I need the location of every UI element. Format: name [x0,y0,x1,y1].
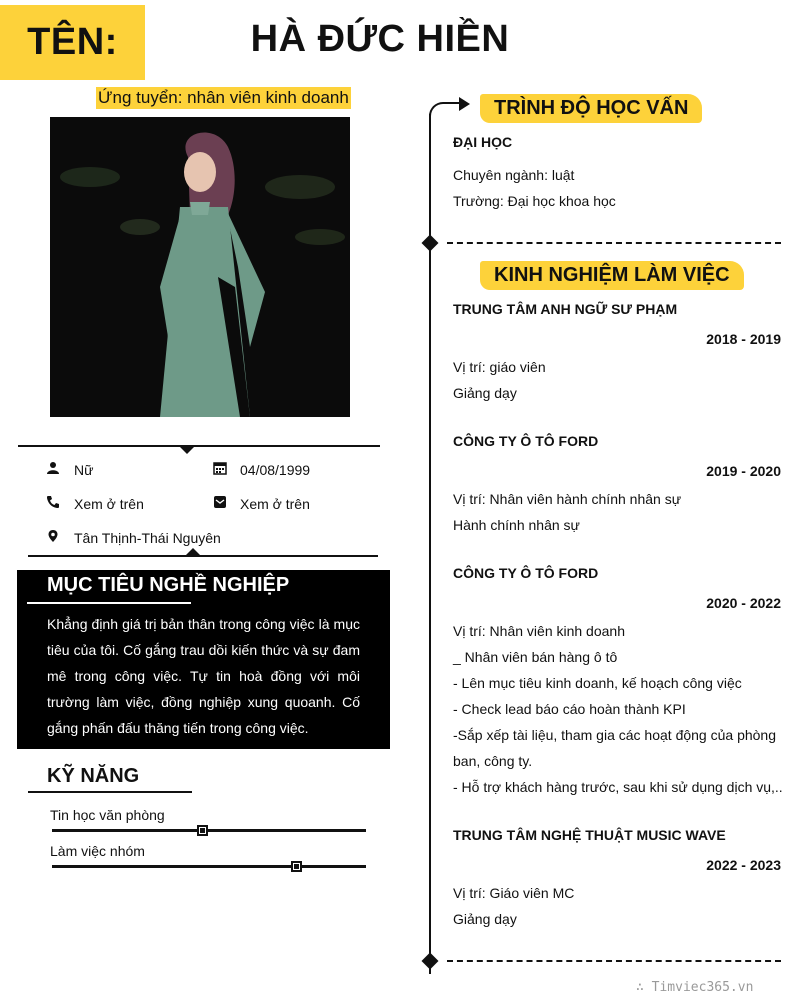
objective-underline [27,602,191,604]
timeline-diamond-icon [422,953,439,970]
job-detail: Hành chính nhân sự [453,517,580,533]
profile-photo [50,117,350,417]
job-detail: - Hỗ trợ khách hàng trước, sau khi sử dụng dịch vụ,.. [453,779,783,795]
job-role: Vị trí: Giáo viên MC [453,885,575,901]
portrait-image [50,117,350,417]
skill-label: Tin học văn phòng [50,807,165,823]
skill-slider-handle[interactable] [291,861,302,872]
job-years: 2018 - 2019 [706,331,781,347]
email-icon [213,495,227,509]
email: Xem ở trên [240,496,310,512]
job-years: 2020 - 2022 [706,595,781,611]
skill-track [52,865,366,868]
job-detail: _ Nhân viên bán hàng ô tô [453,649,618,665]
education-degree: ĐẠI HỌC [453,134,513,150]
skill-slider-handle[interactable] [197,825,208,836]
education-major: Chuyên ngành: luật [453,167,575,183]
map-marker-icon [46,529,60,543]
job-detail: Giảng dạy [453,911,517,927]
info-top-marker [179,446,195,454]
section-divider [447,242,781,244]
skills-title: KỸ NĂNG [47,765,140,787]
job-detail: -Sắp xếp tài liệu, tham gia các hoạt động của phòng ban, công ty. [453,727,776,769]
job-role: Vị trí: Nhân viên kinh doanh [453,623,625,639]
job-company: TRUNG TÂM NGHỆ THUẬT MUSIC WAVE [453,827,726,843]
timeline-arrow-icon [459,97,470,111]
gender: Nữ [74,462,94,478]
job-role: Vị trí: giáo viên [453,359,546,375]
skill-track [52,829,366,832]
job-years: 2019 - 2020 [706,463,781,479]
full-name: HÀ ĐỨC HIỀN [250,18,510,60]
objective-title: MỤC TIÊU NGHỀ NGHIỆP [47,574,290,596]
job-company: CÔNG TY Ô TÔ FORD [453,433,599,449]
job-detail: - Lên mục tiêu kinh doanh, kế hoạch công việc [453,675,742,691]
phone: Xem ở trên [74,496,144,512]
objective-section [17,570,390,749]
watermark: ∴ Timviec365.vn [636,980,754,995]
education-title: TRÌNH ĐỘ HỌC VẤN [480,94,702,123]
info-bottom-marker [185,548,201,556]
objective-text: Khẳng định giá trị bản thân trong công việc là mục tiêu của tôi. Cố gắng trau dồi kiến thức và sự đam mê trong công việc. Tự tin hoà đồng với môi trường làm việc, đồng nghiệp xung quoanh. Cố gắng phấn đấu thăng tiến trong công việc. [47,616,360,736]
applied-position: Ứng tuyển: nhân viên kinh doanh [98,88,349,107]
address: Tân Thịnh-Thái Nguyên [74,530,221,546]
job-years: 2022 - 2023 [706,857,781,873]
phone-icon [46,495,60,509]
name-label: TÊN: [0,5,145,80]
experience-title: KINH NGHIỆM LÀM VIỆC [480,261,744,290]
job-company: TRUNG TÂM ANH NGỮ SƯ PHẠM [453,301,678,317]
skills-underline [28,791,192,793]
timeline-diamond-icon [422,235,439,252]
birthdate: 04/08/1999 [240,462,311,478]
job-role: Vị trí: Nhân viên hành chính nhân sự [453,491,682,507]
info-bottom-rule [28,555,378,557]
timeline-start-curve [429,102,459,122]
skill-label: Làm việc nhóm [50,843,145,859]
calendar-icon [213,461,227,475]
section-divider [447,960,781,962]
education-school: Trường: Đại học khoa học [453,193,616,209]
job-detail: - Check lead báo cáo hoàn thành KPI [453,701,686,717]
job-company: CÔNG TY Ô TÔ FORD [453,565,599,581]
info-top-rule [18,445,380,447]
job-detail: Giảng dạy [453,385,517,401]
user-icon [46,461,60,475]
